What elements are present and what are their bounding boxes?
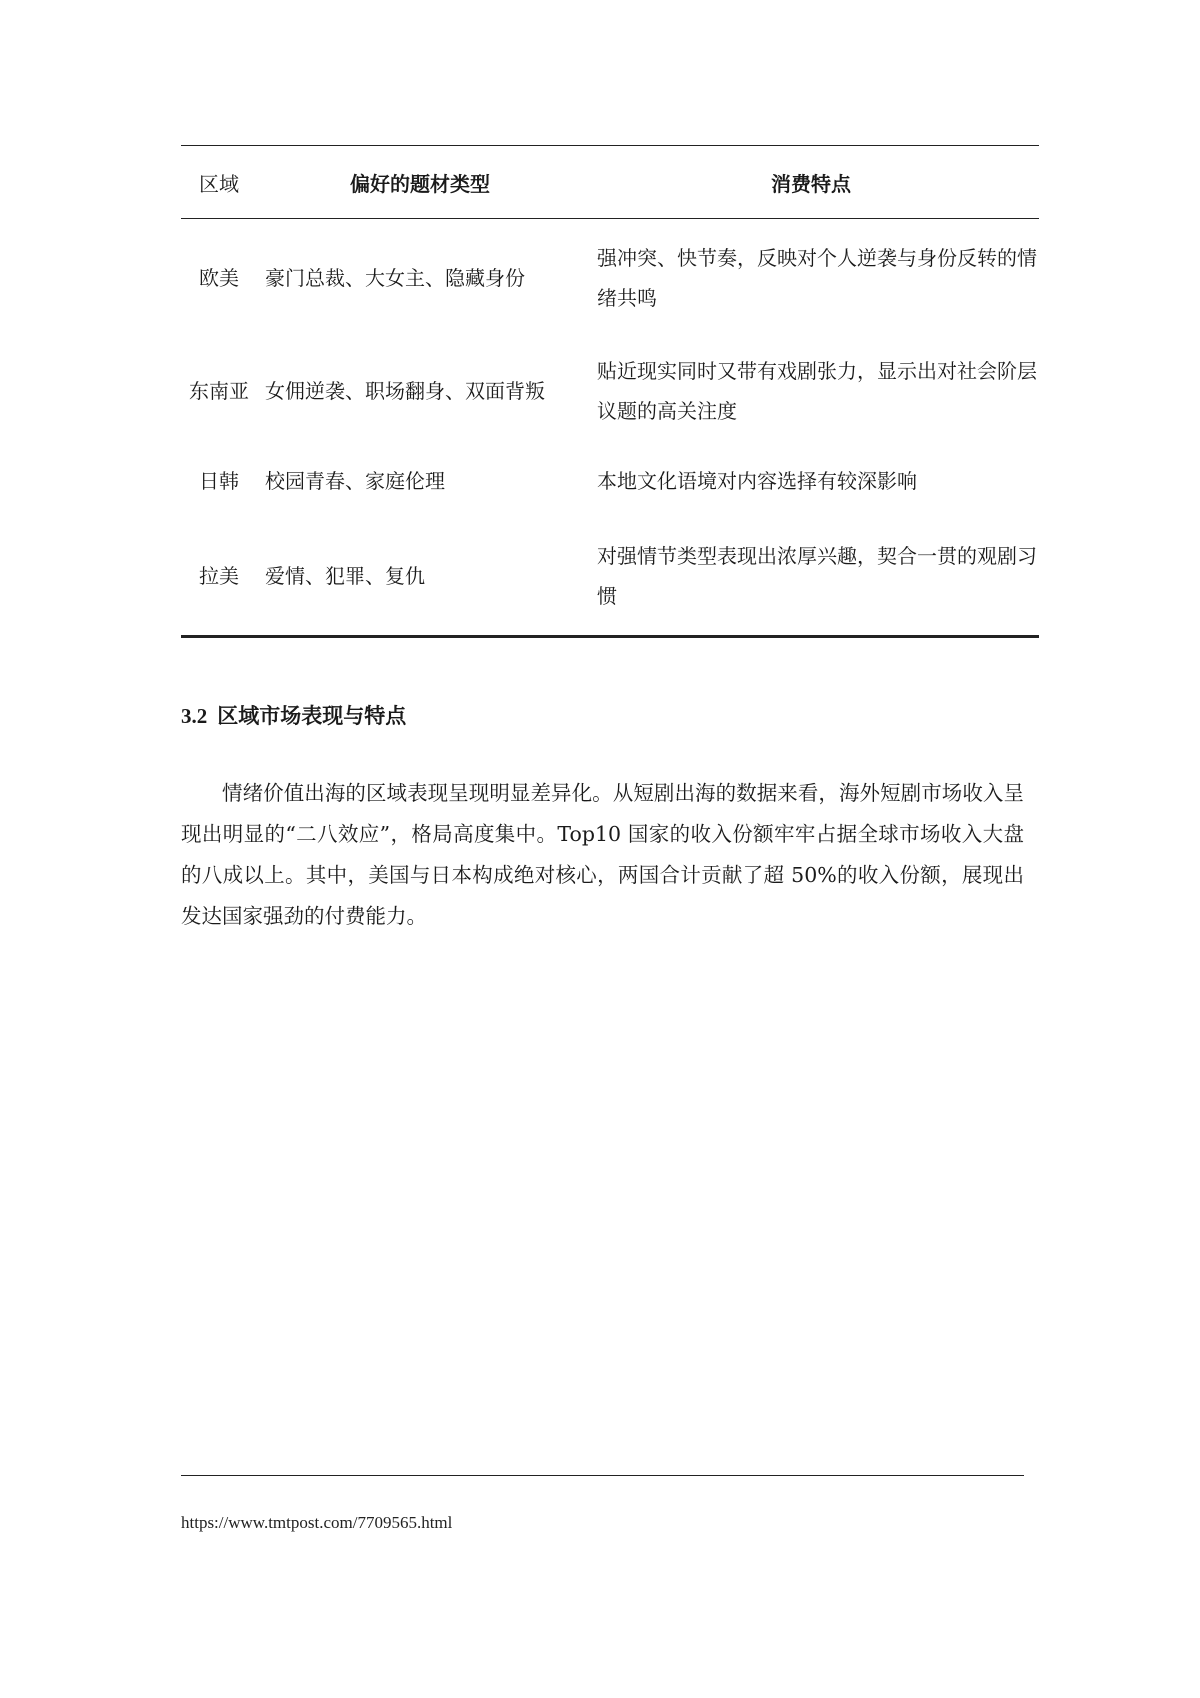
- genre-cell: 豪门总裁、大女主、隐藏身份: [265, 266, 525, 290]
- genre-cell: 爱情、犯罪、复仇: [257, 517, 583, 637]
- footer-rule: [181, 1475, 1024, 1476]
- features-cell: 贴近现实同时又带有戏剧张力，显示出对社会阶层议题的高关注度: [597, 359, 1037, 423]
- table-header-row: [181, 146, 1039, 219]
- body-paragraph: 情绪价值出海的区域表现呈现明显差异化。从短剧出海的数据来看，海外短剧市场收入呈现出明显的“二八效应”，格局高度集中。Top10 国家的收入份额牢牢占据全球市场收入大盘的八成以上。其中，美国与日本构成绝对核心，两国合计贡献了超 50%的收入份额，展现出发达国家强劲的付费能力。: [181, 780, 1024, 928]
- region-cell: 东南亚: [189, 379, 249, 403]
- features-cell: 对强情节类型表现出浓厚兴趣，契合一贯的观剧习惯: [583, 517, 1039, 637]
- features-cell: 本地文化语境对内容选择有较深影响: [597, 469, 917, 493]
- table-row: [181, 445, 1039, 517]
- table-row: [181, 337, 1039, 445]
- region-preference-table: [181, 145, 1039, 638]
- table-row: [181, 517, 1039, 637]
- features-cell: 强冲突、快节奏，反映对个人逆袭与身份反转的情绪共鸣: [597, 246, 1037, 310]
- genre-cell: 校园青春、家庭伦理: [265, 469, 445, 493]
- table-row: [181, 219, 1039, 338]
- section-title: 区域市场表现与特点: [217, 703, 407, 728]
- header-genre: 偏好的题材类型: [257, 146, 583, 219]
- footer-source-link[interactable]: https://www.tmtpost.com/7709565.html: [181, 1513, 453, 1532]
- section-number: 3.2: [181, 704, 208, 728]
- header-region: 区域: [181, 146, 257, 219]
- region-cell: 拉美: [181, 517, 257, 637]
- header-features: 消费特点: [583, 146, 1039, 219]
- genre-cell: 女佣逆袭、职场翻身、双面背叛: [265, 379, 545, 403]
- region-cell: 欧美: [199, 266, 239, 290]
- section-heading: [181, 700, 406, 730]
- region-cell: 日韩: [199, 469, 239, 493]
